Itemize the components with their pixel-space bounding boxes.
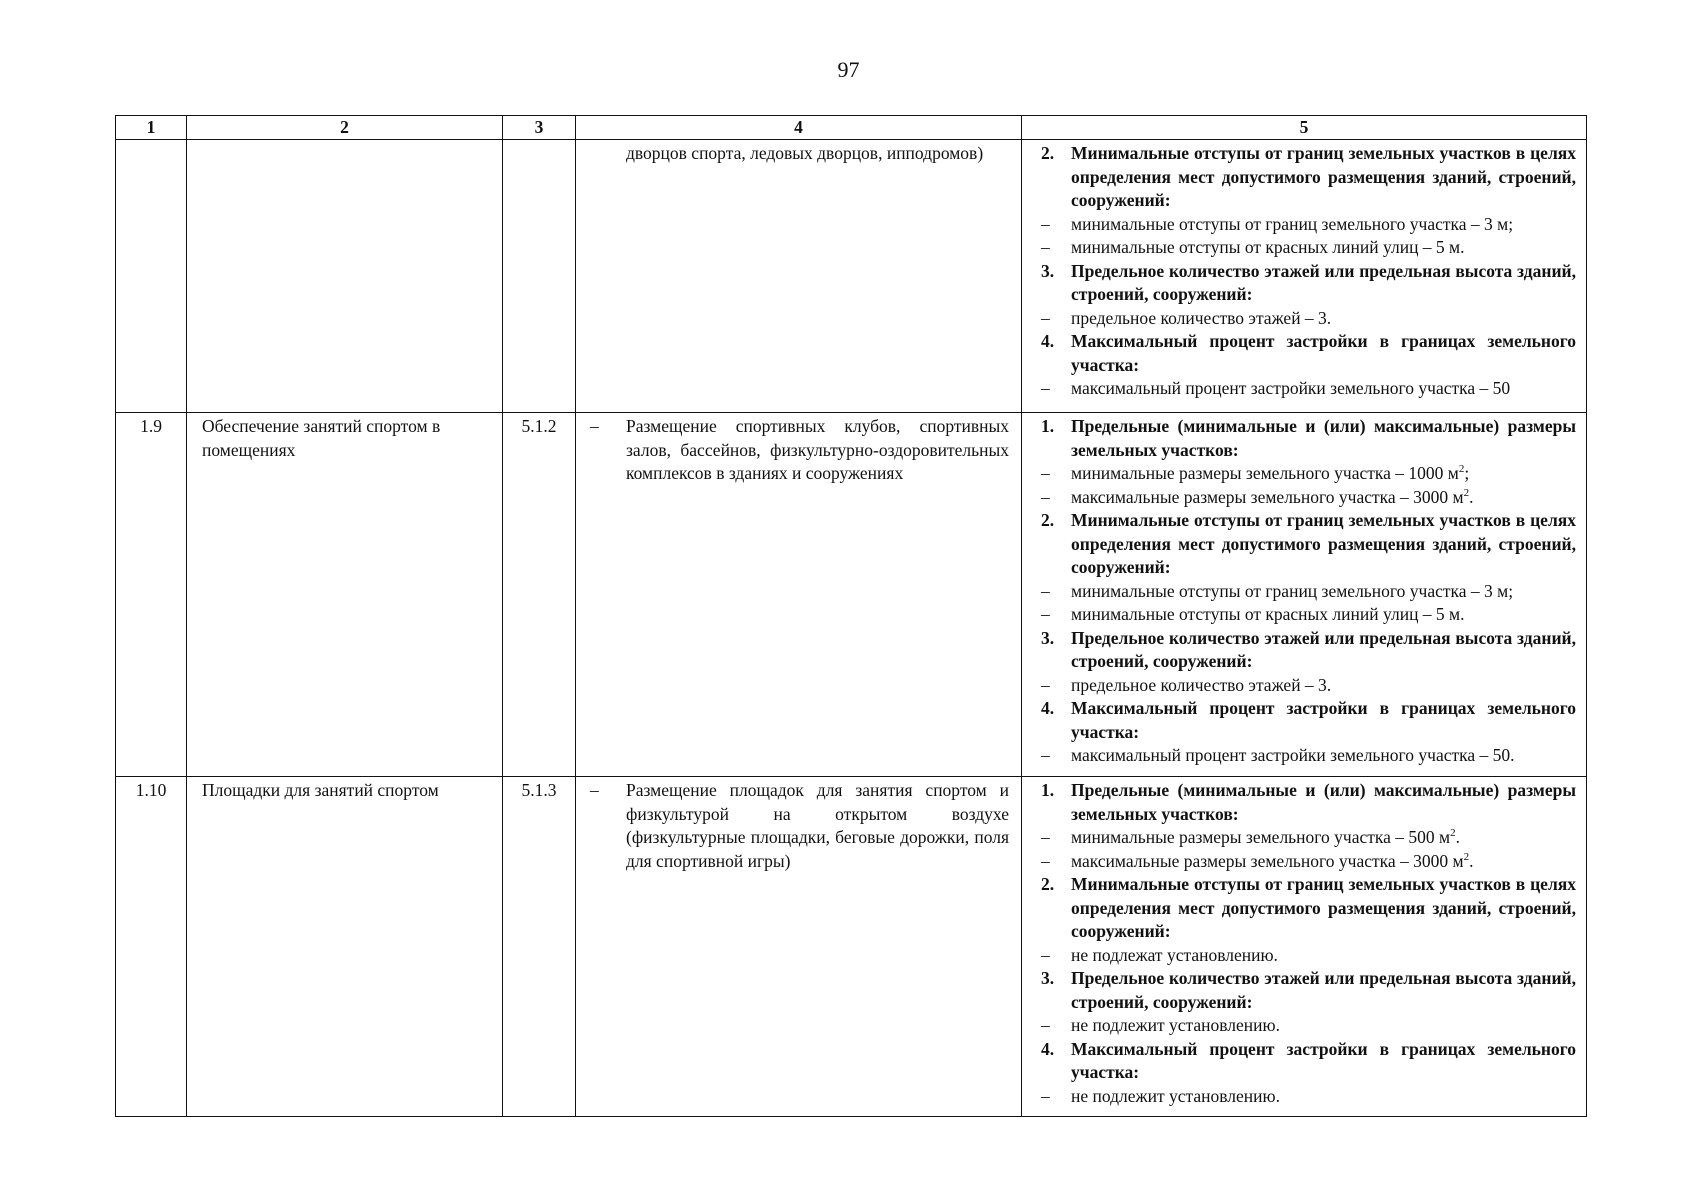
section-title: Предельное количество этажей или предельная высота зданий, строений, сооружений: — [1071, 260, 1576, 304]
table-row — [116, 413, 1587, 777]
list-item — [1041, 377, 1576, 401]
section-title: Максимальный процент застройки в границах земельного участка: — [1071, 1038, 1576, 1082]
parameters-cell — [1022, 777, 1587, 1117]
section-number: 2. — [1041, 143, 1055, 163]
list-item — [1041, 744, 1576, 768]
use-name-cell: Площадки для занятий спортом — [187, 777, 503, 1117]
table-body — [116, 140, 1587, 1117]
column-header: 4 — [576, 116, 1022, 140]
row-number-cell — [116, 140, 187, 413]
list-item — [1041, 944, 1576, 968]
dash-marker: – — [1041, 944, 1050, 965]
use-code-cell — [503, 140, 576, 413]
section-heading — [1041, 415, 1576, 462]
row-number-cell: 1.9 — [116, 413, 187, 777]
section-heading — [1041, 873, 1576, 944]
section-title: Максимальный процент застройки в границах земельного участка: — [1071, 698, 1576, 742]
use-description-cell — [576, 140, 1022, 413]
dash-marker: – — [1041, 827, 1050, 847]
list-item — [1041, 486, 1576, 510]
use-description-cell — [576, 777, 1022, 1117]
parameters-cell — [1022, 413, 1587, 777]
section-number: 1. — [1041, 780, 1055, 800]
list-item-text: максимальный процент застройки земельного участка – 50. — [1071, 745, 1515, 765]
list-item-text: минимальные отступы от границ земельного участка – 3 м; — [1071, 580, 1514, 601]
dash-marker: – — [1041, 1085, 1050, 1106]
dash-marker: – — [1041, 486, 1050, 507]
section-number: 4. — [1041, 331, 1055, 351]
section-title: Максимальный процент застройки в границах земельного участка: — [1071, 331, 1576, 375]
section-title: Минимальные отступы от границ земельных участков в целях определения мест допустимого размещения зданий, строений, сооружений: — [1071, 510, 1576, 577]
section-heading — [1041, 330, 1576, 377]
list-item — [1041, 462, 1576, 486]
use-name-cell: Обеспечение занятий спортом в помещениях — [187, 413, 503, 777]
section-heading — [1041, 142, 1576, 213]
dash-marker: – — [1041, 307, 1050, 328]
dash-marker: – — [1041, 580, 1050, 601]
section-title: Минимальные отступы от границ земельных участков в целях определения мест допустимого размещения зданий, строений, сооружений: — [1071, 143, 1576, 210]
dash-marker: – — [1041, 674, 1050, 695]
description-text: Размещение площадок для занятия спортом и физкультурой на открытом воздухе (физкультурные площадки, беговые дорожки, поля для спортивной игры) — [626, 780, 1009, 871]
section-number: 3. — [1041, 968, 1055, 988]
list-item — [1041, 850, 1576, 874]
dash-marker: – — [1041, 1015, 1050, 1035]
section-number: 3. — [1041, 627, 1055, 648]
section-heading — [1041, 260, 1576, 307]
list-item — [1041, 236, 1576, 260]
list-item-text: минимальные размеры земельного участка – 500 $м^2$. — [1071, 827, 1460, 847]
column-header: 3 — [503, 116, 576, 140]
list-item — [1041, 1014, 1576, 1038]
list-item — [1041, 674, 1576, 698]
section-title: Минимальные отступы от границ земельных участков в целях определения мест допустимого размещения зданий, строений, сооружений: — [1071, 874, 1576, 941]
list-item-text: максимальные размеры земельного участка – 3000 $м^2$. — [1071, 850, 1474, 871]
dash-marker: – — [590, 780, 599, 800]
dash-marker: – — [1041, 378, 1050, 398]
use-name-cell — [187, 140, 503, 413]
list-item-text: максимальный процент застройки земельного участка – 50 — [1071, 378, 1511, 398]
section-title: Предельные (минимальные и (или) максимальные) размеры земельных участков: — [1071, 780, 1576, 824]
section-heading — [1041, 967, 1576, 1014]
section-number: 4. — [1041, 698, 1055, 718]
table-row — [116, 777, 1587, 1117]
dash-marker: – — [1041, 237, 1050, 257]
list-item — [1041, 826, 1576, 850]
list-item — [1041, 1085, 1576, 1109]
dash-marker: – — [1041, 604, 1050, 624]
list-item-text: минимальные отступы от границ земельного участка – 3 м; — [1071, 213, 1514, 234]
section-heading — [1041, 1038, 1576, 1085]
section-number: 2. — [1041, 510, 1055, 530]
list-item-text: не подлежит установлению. — [1071, 1015, 1280, 1035]
dash-marker: – — [590, 416, 599, 436]
list-item-text: минимальные отступы от красных линий улиц – 5 м. — [1071, 237, 1465, 257]
dash-marker: – — [1041, 463, 1050, 483]
list-item-text: не подлежат установлению. — [1071, 944, 1278, 965]
use-code-cell: 5.1.3 — [503, 777, 576, 1117]
list-item — [1041, 307, 1576, 331]
section-heading — [1041, 509, 1576, 580]
section-heading — [1041, 627, 1576, 674]
use-code-cell: 5.1.2 — [503, 413, 576, 777]
description-text: Размещение спортивных клубов, спортивных залов, бассейнов, физкультурно-оздоровительных комплексов в зданиях и сооружениях — [626, 416, 1009, 483]
list-item — [1041, 213, 1576, 237]
row-number-cell: 1.10 — [116, 777, 187, 1117]
dash-marker: – — [1041, 213, 1050, 234]
list-item-text: предельное количество этажей – 3. — [1071, 307, 1332, 328]
section-number: 1. — [1041, 416, 1055, 436]
description-text: дворцов спорта, ледовых дворцов, ипподромов) — [626, 143, 984, 163]
section-title: Предельное количество этажей или предельная высота зданий, строений, сооружений: — [1071, 968, 1576, 1012]
table-row — [116, 140, 1587, 413]
zoning-table — [115, 115, 1587, 1117]
list-item-text: максимальные размеры земельного участка – 3000 $м^2$. — [1071, 486, 1474, 507]
section-title: Предельное количество этажей или предельная высота зданий, строений, сооружений: — [1071, 627, 1576, 671]
dash-marker: – — [1041, 850, 1050, 871]
page-number: 97 — [837, 57, 860, 82]
column-header: 5 — [1022, 116, 1587, 140]
section-number: 3. — [1041, 260, 1055, 281]
list-item — [1041, 603, 1576, 627]
section-number: 4. — [1041, 1038, 1055, 1059]
column-header: 2 — [187, 116, 503, 140]
table-header-row — [116, 116, 1587, 140]
list-item-text: не подлежит установлению. — [1071, 1085, 1280, 1106]
dash-marker: – — [1041, 745, 1050, 765]
parameters-cell — [1022, 140, 1587, 413]
list-item-text: предельное количество этажей – 3. — [1071, 674, 1332, 695]
section-title: Предельные (минимальные и (или) максимальные) размеры земельных участков: — [1071, 416, 1576, 460]
section-heading — [1041, 697, 1576, 744]
section-number: 2. — [1041, 874, 1055, 894]
list-item-text: минимальные отступы от красных линий улиц – 5 м. — [1071, 604, 1465, 624]
column-header: 1 — [116, 116, 187, 140]
list-item-text: минимальные размеры земельного участка – 1000 $м^2$; — [1071, 463, 1470, 483]
list-item — [1041, 580, 1576, 604]
section-heading — [1041, 779, 1576, 826]
use-description-cell — [576, 413, 1022, 777]
